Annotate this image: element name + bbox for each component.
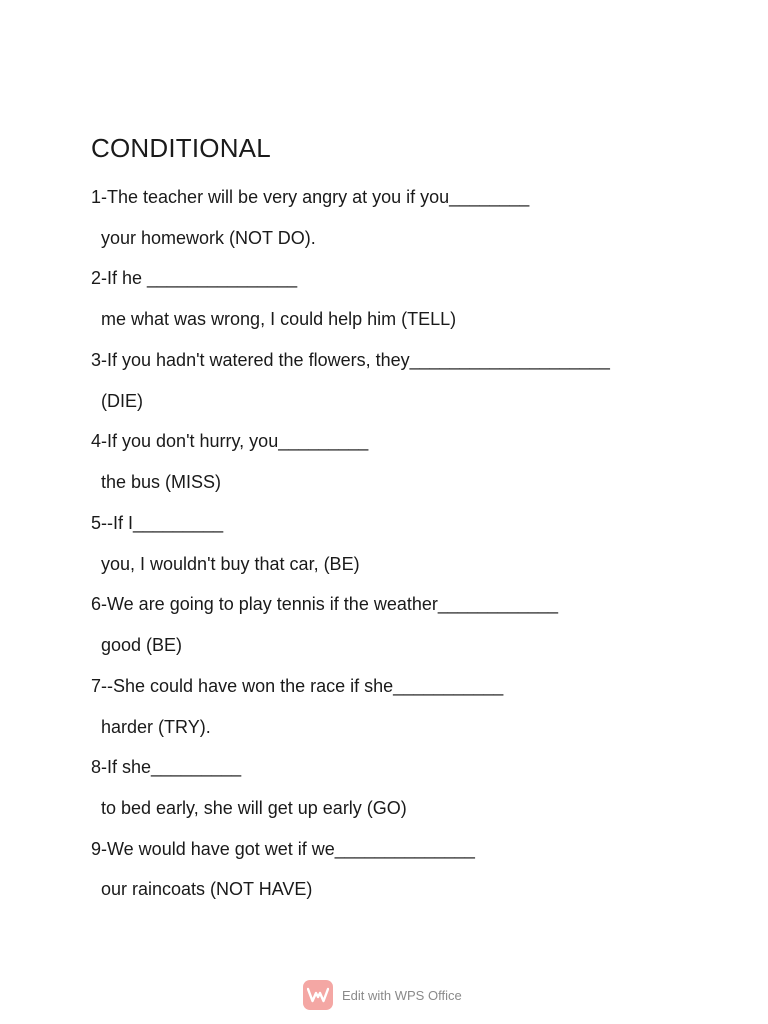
- question-7-line-1: 7--She could have won the race if she___________: [91, 676, 504, 696]
- question-4-line-2: the bus (MISS): [101, 472, 222, 492]
- wps-logo-icon: [303, 980, 333, 1010]
- question-2-line-1: 2-If he _______________: [91, 268, 298, 288]
- question-5-line-1: 5--If I_________: [91, 513, 224, 533]
- question-8-line-2: to bed early, she will get up early (GO): [101, 798, 407, 818]
- wps-edit-link[interactable]: [303, 980, 462, 1010]
- question-1-line-2: your homework (NOT DO).: [101, 228, 316, 248]
- question-3-line-1: 3-If you hadn't watered the flowers, they____________________: [91, 350, 610, 370]
- question-8-line-1: 8-If she_________: [91, 757, 242, 777]
- question-9-line-2: our raincoats (NOT HAVE): [101, 879, 313, 899]
- question-6-line-2: good (BE): [101, 635, 183, 655]
- question-1-line-1: 1-The teacher will be very angry at you if you________: [91, 187, 530, 207]
- question-7-line-2: harder (TRY).: [101, 717, 211, 737]
- page-title: CONDITIONAL: [91, 133, 271, 163]
- wps-edit-label: Edit with WPS Office: [342, 987, 462, 1003]
- question-4-line-1: 4-If you don't hurry, you_________: [91, 431, 369, 451]
- question-6-line-1: 6-We are going to play tennis if the weather____________: [91, 594, 558, 614]
- question-9-line-1: 9-We would have got wet if we______________: [91, 839, 475, 859]
- question-2-line-2: me what was wrong, I could help him (TELL): [101, 309, 457, 329]
- question-5-line-2: you, I wouldn't buy that car, (BE): [101, 554, 360, 574]
- question-3-line-2: (DIE): [101, 391, 143, 411]
